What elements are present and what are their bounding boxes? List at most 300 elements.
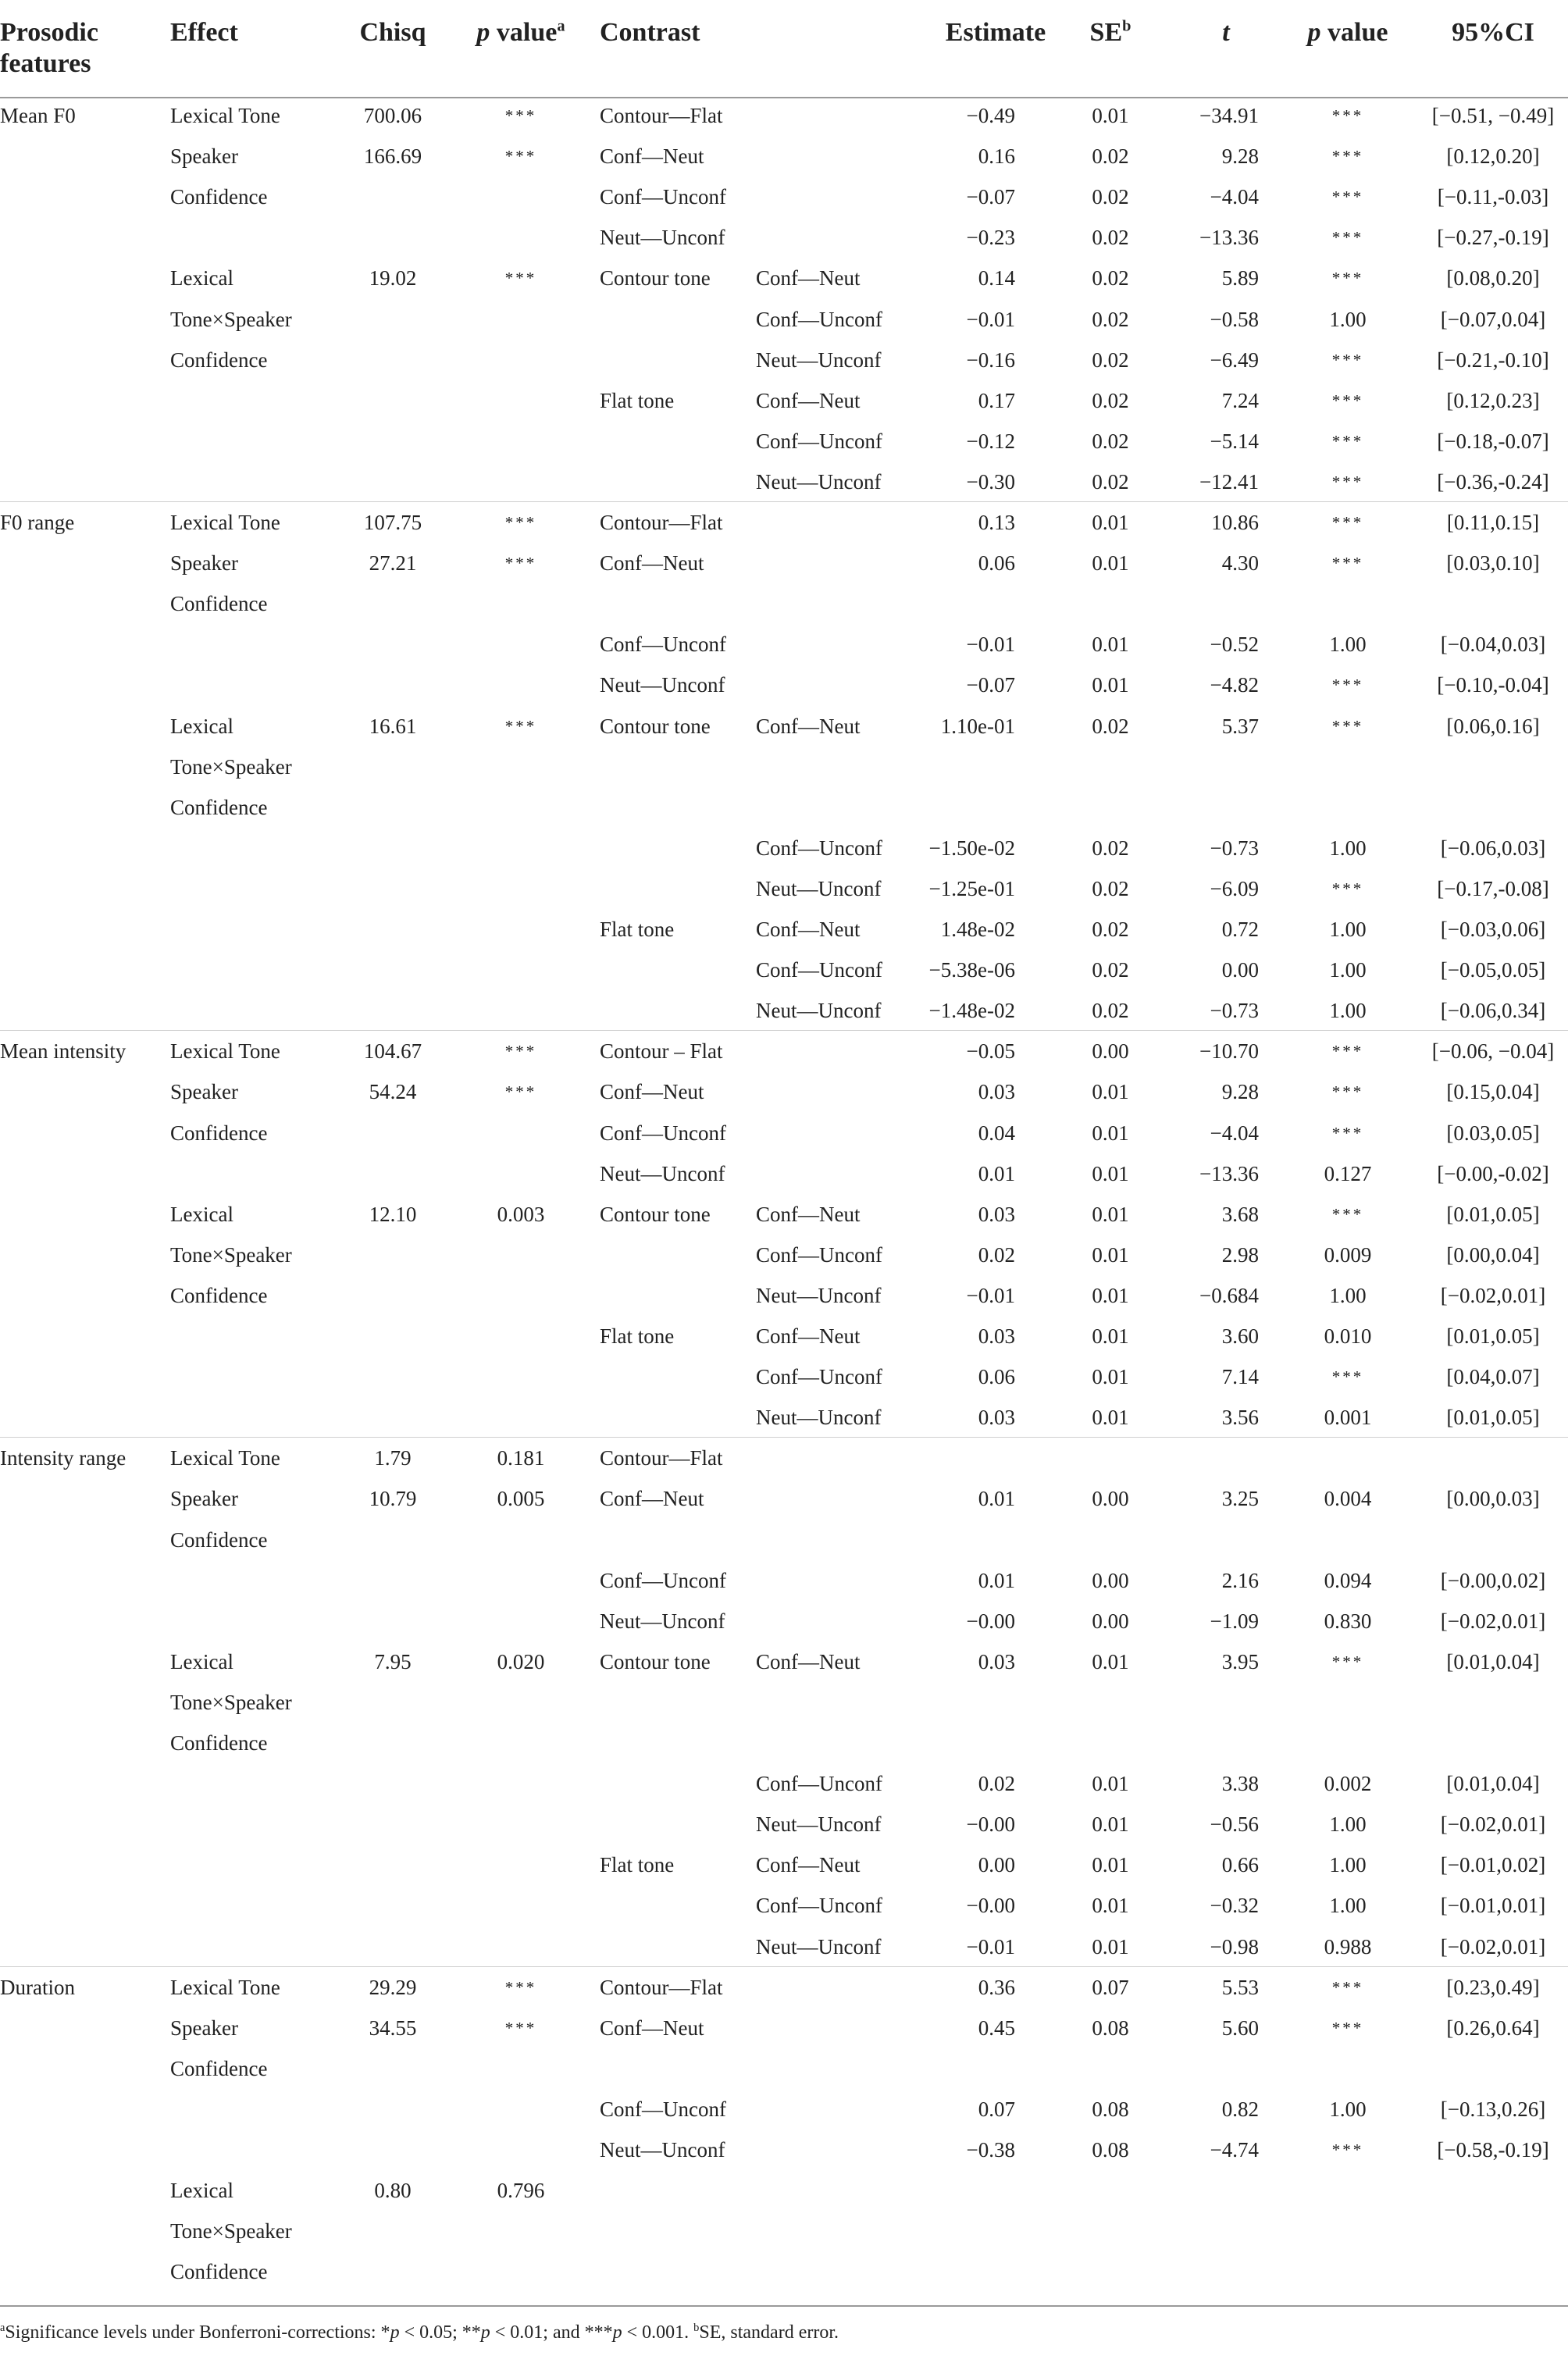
cell-pvalue: *** bbox=[1331, 675, 1364, 695]
cell-se: 0.08 bbox=[1092, 2097, 1129, 2121]
cell-sub-contrast: Conf—Neut bbox=[756, 714, 861, 738]
cell-t: −4.74 bbox=[1210, 2138, 1259, 2162]
header-contrast: Contrast bbox=[600, 18, 700, 47]
cell-t: 3.68 bbox=[1221, 1202, 1259, 1226]
cell-ci: [−0.05,0.05] bbox=[1440, 958, 1546, 982]
cell-se: 0.01 bbox=[1092, 1406, 1129, 1430]
cell-pvalue: 1.00 bbox=[1329, 1283, 1367, 1307]
cell-pvalue-a: *** bbox=[504, 1977, 537, 1997]
cell-t: 7.24 bbox=[1221, 388, 1259, 412]
cell-chisq: 104.67 bbox=[363, 1039, 422, 1064]
cell-ci: [−0.06, −0.04] bbox=[1431, 1039, 1555, 1064]
cell-estimate: 0.02 bbox=[978, 1772, 1015, 1796]
cell-sub-contrast: Conf—Unconf bbox=[756, 1772, 882, 1796]
cell-t: −0.56 bbox=[1210, 1812, 1259, 1837]
cell-effect: Confidence bbox=[170, 1121, 268, 1145]
cell-pvalue: 1.00 bbox=[1329, 958, 1367, 982]
cell-estimate: 0.03 bbox=[978, 1324, 1015, 1348]
cell-sub-contrast: Neut—Unconf bbox=[756, 1812, 882, 1837]
cell-ci: [0.12,0.20] bbox=[1446, 144, 1540, 169]
cell-contrast: Neut—Unconf bbox=[600, 1161, 725, 1185]
cell-se: 0.01 bbox=[1092, 1080, 1129, 1104]
cell-effect: Lexical bbox=[170, 2179, 233, 2203]
cell-se: 0.02 bbox=[1092, 469, 1129, 494]
cell-estimate: −0.30 bbox=[966, 469, 1015, 494]
cell-t: −13.36 bbox=[1199, 1161, 1259, 1185]
cell-sub-contrast: Conf—Neut bbox=[756, 1853, 861, 1877]
header-t-text: t bbox=[1222, 18, 1230, 47]
cell-effect: Tone×Speaker bbox=[170, 2219, 292, 2244]
cell-effect: Tone×Speaker bbox=[170, 307, 292, 331]
cell-effect: Confidence bbox=[170, 1731, 268, 1755]
cell-pvalue: 1.00 bbox=[1329, 918, 1367, 941]
footnote-b-sup: b bbox=[693, 2322, 700, 2334]
cell-ci: [0.01,0.05] bbox=[1446, 1324, 1540, 1348]
cell-chisq: 166.69 bbox=[363, 144, 422, 169]
cell-ci: [−0.17,-0.08] bbox=[1437, 876, 1549, 900]
cell-chisq: 27.21 bbox=[369, 551, 417, 576]
cell-pvalue: *** bbox=[1331, 513, 1364, 532]
cell-pvalue: 0.127 bbox=[1324, 1161, 1372, 1185]
cell-contrast: Contour—Flat bbox=[600, 511, 723, 534]
cell-pvalue: *** bbox=[1331, 269, 1364, 288]
header-se bbox=[1090, 17, 1131, 48]
cell-estimate: −0.12 bbox=[966, 429, 1015, 453]
cell-ci: [−0.06,0.34] bbox=[1440, 999, 1546, 1023]
cell-pvalue: *** bbox=[1331, 554, 1364, 573]
cell-se: 0.08 bbox=[1092, 2138, 1129, 2162]
cell-se: 0.02 bbox=[1092, 388, 1129, 412]
cell-ci: [−0.10,-0.04] bbox=[1437, 673, 1549, 697]
cell-effect: Lexical bbox=[170, 1649, 233, 1673]
cell-t: 3.60 bbox=[1221, 1324, 1259, 1348]
cell-sub-contrast: Conf—Unconf bbox=[756, 307, 882, 331]
header-effect: Effect bbox=[170, 18, 238, 47]
cell-t: 0.72 bbox=[1221, 918, 1259, 941]
cell-contrast: Flat tone bbox=[600, 1324, 675, 1348]
cell-ci: [−0.02,0.01] bbox=[1440, 1812, 1546, 1837]
cell-t: 0.66 bbox=[1221, 1853, 1259, 1877]
cell-pvalue-a: *** bbox=[504, 513, 537, 532]
cell-estimate: 0.36 bbox=[978, 1975, 1015, 1999]
cell-pvalue: *** bbox=[1331, 2018, 1364, 2037]
cell-pvalue: 0.094 bbox=[1324, 1568, 1372, 1592]
cell-pvalue-a: 0.003 bbox=[497, 1202, 545, 1226]
cell-estimate: −0.01 bbox=[966, 1934, 1015, 1958]
cell-contrast: Contour – Flat bbox=[600, 1039, 723, 1064]
cell-effect: Confidence bbox=[170, 1283, 268, 1307]
cell-t: −0.684 bbox=[1199, 1283, 1259, 1307]
cell-contrast: Conf—Neut bbox=[600, 2016, 704, 2040]
cell-estimate: −0.05 bbox=[966, 1039, 1015, 1064]
cell-chisq: 16.61 bbox=[369, 714, 417, 738]
cell-se: 0.02 bbox=[1092, 307, 1129, 331]
cell-estimate: −0.01 bbox=[966, 1283, 1015, 1307]
cell-contrast: Neut—Unconf bbox=[600, 2138, 725, 2162]
cell-estimate: −0.01 bbox=[966, 307, 1015, 331]
cell-t: −5.14 bbox=[1210, 429, 1259, 453]
cell-effect: Speaker bbox=[170, 144, 238, 169]
cell-se: 0.07 bbox=[1092, 1975, 1129, 1999]
cell-estimate: −0.00 bbox=[966, 1812, 1015, 1837]
cell-effect: Confidence bbox=[170, 1527, 268, 1552]
cell-se: 0.00 bbox=[1092, 1609, 1129, 1633]
cell-pvalue: 0.009 bbox=[1324, 1242, 1372, 1267]
cell-se: 0.01 bbox=[1092, 511, 1129, 534]
cell-pvalue-a: 0.181 bbox=[497, 1446, 545, 1470]
header-rule bbox=[0, 97, 1568, 98]
cell-t: 7.14 bbox=[1221, 1365, 1259, 1389]
cell-ci: [−0.13,0.26] bbox=[1440, 2097, 1546, 2121]
cell-sub-contrast: Conf—Unconf bbox=[756, 1365, 882, 1389]
cell-ci: [0.11,0.15] bbox=[1446, 511, 1540, 534]
cell-t: −6.49 bbox=[1210, 348, 1259, 372]
cell-contrast: Conf—Neut bbox=[600, 1487, 704, 1511]
footnote-b-text: SE, standard error. bbox=[699, 2322, 839, 2343]
cell-t: 5.37 bbox=[1221, 714, 1259, 738]
cell-effect: Lexical Tone bbox=[170, 1039, 280, 1064]
cell-estimate: 0.45 bbox=[978, 2016, 1015, 2040]
cell-se: 0.01 bbox=[1092, 1772, 1129, 1796]
cell-estimate: 0.17 bbox=[978, 388, 1015, 412]
cell-pvalue-a: *** bbox=[504, 147, 537, 166]
cell-se: 0.01 bbox=[1092, 1853, 1129, 1877]
cell-sub-contrast: Neut—Unconf bbox=[756, 999, 882, 1023]
cell-effect: Speaker bbox=[170, 1080, 238, 1104]
cell-pvalue: *** bbox=[1331, 716, 1364, 736]
cell-estimate: −0.49 bbox=[966, 104, 1015, 127]
cell-chisq: 29.29 bbox=[369, 1975, 417, 1999]
group-divider bbox=[0, 1030, 1568, 1031]
header-pvalue bbox=[1308, 17, 1388, 48]
cell-effect: Confidence bbox=[170, 348, 268, 372]
group-divider bbox=[0, 1437, 1568, 1438]
cell-chisq: 12.10 bbox=[369, 1202, 417, 1226]
cell-feature: F0 range bbox=[0, 511, 75, 534]
cell-estimate: 0.07 bbox=[978, 2097, 1015, 2121]
cell-estimate: 0.01 bbox=[978, 1487, 1015, 1511]
table-footnote bbox=[0, 2322, 839, 2343]
cell-contrast: Conf—Unconf bbox=[600, 2097, 726, 2121]
cell-pvalue: 1.00 bbox=[1329, 1894, 1367, 1918]
cell-t: 2.98 bbox=[1221, 1242, 1259, 1267]
cell-sub-contrast: Conf—Neut bbox=[756, 266, 861, 290]
cell-se: 0.01 bbox=[1092, 673, 1129, 697]
cell-estimate: −5.38e-06 bbox=[928, 958, 1015, 982]
cell-t: −1.09 bbox=[1210, 1609, 1259, 1633]
cell-se: 0.01 bbox=[1092, 633, 1129, 657]
cell-ci: [0.00,0.04] bbox=[1446, 1242, 1540, 1267]
cell-chisq: 1.79 bbox=[374, 1446, 412, 1470]
cell-ci: [−0.36,-0.24] bbox=[1437, 469, 1549, 494]
cell-t: 3.38 bbox=[1221, 1772, 1259, 1796]
cell-estimate: −0.07 bbox=[966, 673, 1015, 697]
cell-t: 2.16 bbox=[1221, 1568, 1259, 1592]
cell-contrast: Flat tone bbox=[600, 1853, 675, 1877]
cell-t: −34.91 bbox=[1199, 104, 1259, 127]
cell-pvalue: 1.00 bbox=[1329, 1812, 1367, 1837]
cell-ci: [0.04,0.07] bbox=[1446, 1365, 1540, 1389]
cell-ci: [−0.58,-0.19] bbox=[1437, 2138, 1549, 2162]
cell-pvalue-a: 0.005 bbox=[497, 1487, 545, 1511]
cell-pvalue: 1.00 bbox=[1329, 2097, 1367, 2121]
cell-ci: [−0.00,-0.02] bbox=[1437, 1161, 1549, 1185]
cell-t: 0.00 bbox=[1221, 958, 1259, 982]
bottom-rule bbox=[0, 2305, 1568, 2307]
header-feature-line1: Prosodic bbox=[0, 18, 98, 47]
cell-effect: Lexical bbox=[170, 714, 233, 738]
cell-ci: [−0.00,0.02] bbox=[1440, 1568, 1546, 1592]
footnote-a-text-4: < 0.001. bbox=[622, 2322, 694, 2343]
header-pvalue-a-sup: a bbox=[557, 17, 565, 35]
cell-estimate: 1.48e-02 bbox=[940, 918, 1015, 941]
cell-contrast: Conf—Unconf bbox=[600, 185, 726, 209]
cell-estimate: 0.02 bbox=[978, 1242, 1015, 1267]
cell-pvalue: *** bbox=[1331, 1042, 1364, 1061]
footnote-a-text-3: < 0.01; and *** bbox=[490, 2322, 613, 2343]
cell-pvalue-a: *** bbox=[504, 1082, 537, 1102]
group-divider bbox=[0, 501, 1568, 502]
header-t bbox=[1222, 17, 1229, 48]
cell-sub-contrast: Conf—Unconf bbox=[756, 429, 882, 453]
cell-chisq: 0.80 bbox=[374, 2179, 412, 2203]
cell-ci: [−0.02,0.01] bbox=[1440, 1283, 1546, 1307]
cell-ci: [0.12,0.23] bbox=[1446, 388, 1540, 412]
cell-ci: [0.06,0.16] bbox=[1446, 714, 1540, 738]
cell-se: 0.00 bbox=[1092, 1487, 1129, 1511]
header-chisq: Chisq bbox=[359, 18, 426, 47]
cell-ci: [0.01,0.04] bbox=[1446, 1772, 1540, 1796]
cell-effect: Tone×Speaker bbox=[170, 1242, 292, 1267]
cell-contrast: Flat tone bbox=[600, 918, 675, 941]
cell-sub-contrast: Conf—Neut bbox=[756, 388, 861, 412]
cell-estimate: 0.13 bbox=[978, 511, 1015, 534]
cell-t: 3.25 bbox=[1221, 1487, 1259, 1511]
cell-ci: [0.15,0.04] bbox=[1446, 1080, 1540, 1104]
footnote-a-text-1: Significance levels under Bonferroni-corrections: * bbox=[5, 2322, 390, 2343]
cell-se: 0.01 bbox=[1092, 1812, 1129, 1837]
cell-pvalue: *** bbox=[1331, 187, 1364, 207]
cell-pvalue: *** bbox=[1331, 390, 1364, 410]
header-prosodic-features bbox=[0, 17, 98, 80]
cell-estimate: −1.25e-01 bbox=[928, 876, 1015, 900]
cell-se: 0.00 bbox=[1092, 1039, 1129, 1064]
cell-t: 5.60 bbox=[1221, 2016, 1259, 2040]
cell-t: −0.73 bbox=[1210, 999, 1259, 1023]
cell-pvalue: *** bbox=[1331, 1123, 1364, 1142]
cell-feature: Mean intensity bbox=[0, 1039, 127, 1064]
cell-pvalue: 1.00 bbox=[1329, 836, 1367, 860]
cell-effect: Speaker bbox=[170, 551, 238, 576]
cell-estimate: 0.00 bbox=[978, 1853, 1015, 1877]
cell-estimate: 0.14 bbox=[978, 266, 1015, 290]
cell-sub-contrast: Conf—Unconf bbox=[756, 958, 882, 982]
cell-pvalue: 1.00 bbox=[1329, 999, 1367, 1023]
cell-estimate: −0.16 bbox=[966, 348, 1015, 372]
cell-pvalue: *** bbox=[1331, 472, 1364, 491]
header-estimate: Estimate bbox=[945, 18, 1046, 47]
cell-ci: [0.23,0.49] bbox=[1446, 1975, 1540, 1999]
header-pvalue-p: p bbox=[1307, 18, 1321, 47]
footnote-p3: p bbox=[612, 2322, 622, 2343]
cell-effect: Confidence bbox=[170, 2056, 268, 2080]
cell-effect: Lexical Tone bbox=[170, 1975, 280, 1999]
cell-estimate: 0.03 bbox=[978, 1649, 1015, 1673]
cell-t: −0.73 bbox=[1210, 836, 1259, 860]
header-se-text: SE bbox=[1089, 18, 1123, 47]
cell-estimate: 0.06 bbox=[978, 551, 1015, 576]
cell-se: 0.02 bbox=[1092, 714, 1129, 738]
cell-pvalue: *** bbox=[1331, 1652, 1364, 1671]
cell-estimate: 1.10e-01 bbox=[940, 714, 1015, 738]
cell-ci: [−0.06,0.03] bbox=[1440, 836, 1546, 860]
cell-sub-contrast: Neut—Unconf bbox=[756, 469, 882, 494]
footnote-a-sup: a bbox=[0, 2322, 5, 2334]
cell-feature: Duration bbox=[0, 1975, 75, 1999]
cell-pvalue-a: *** bbox=[504, 554, 537, 573]
cell-effect: Confidence bbox=[170, 2260, 268, 2284]
cell-se: 0.01 bbox=[1092, 551, 1129, 576]
cell-chisq: 107.75 bbox=[363, 511, 422, 534]
cell-t: 9.28 bbox=[1221, 144, 1259, 169]
cell-pvalue-a: *** bbox=[504, 2018, 537, 2037]
cell-contrast: Contour tone bbox=[600, 1202, 711, 1226]
cell-contrast: Flat tone bbox=[600, 388, 675, 412]
cell-sub-contrast: Conf—Neut bbox=[756, 1649, 861, 1673]
cell-feature: Intensity range bbox=[0, 1446, 127, 1470]
cell-effect: Lexical Tone bbox=[170, 511, 280, 534]
cell-se: 0.01 bbox=[1092, 1121, 1129, 1145]
cell-sub-contrast: Neut—Unconf bbox=[756, 1934, 882, 1958]
cell-t: −4.04 bbox=[1210, 185, 1259, 209]
cell-contrast: Contour—Flat bbox=[600, 104, 723, 127]
cell-feature: Mean F0 bbox=[0, 104, 76, 127]
cell-chisq: 34.55 bbox=[369, 2016, 417, 2040]
cell-pvalue: 0.002 bbox=[1324, 1772, 1372, 1796]
cell-effect: Speaker bbox=[170, 2016, 238, 2040]
cell-contrast: Contour tone bbox=[600, 266, 711, 290]
cell-contrast: Contour tone bbox=[600, 714, 711, 738]
cell-se: 0.02 bbox=[1092, 348, 1129, 372]
cell-chisq: 19.02 bbox=[369, 266, 417, 290]
cell-se: 0.08 bbox=[1092, 2016, 1129, 2040]
cell-t: 9.28 bbox=[1221, 1080, 1259, 1104]
cell-contrast: Contour—Flat bbox=[600, 1446, 723, 1470]
cell-pvalue: *** bbox=[1331, 1204, 1364, 1224]
cell-se: 0.02 bbox=[1092, 429, 1129, 453]
cell-se: 0.02 bbox=[1092, 836, 1129, 860]
cell-sub-contrast: Conf—Unconf bbox=[756, 836, 882, 860]
cell-ci: [−0.04,0.03] bbox=[1440, 633, 1546, 657]
cell-ci: [−0.07,0.04] bbox=[1440, 307, 1546, 331]
cell-pvalue: *** bbox=[1331, 1977, 1364, 1997]
cell-sub-contrast: Conf—Neut bbox=[756, 1324, 861, 1348]
header-pvalue-a-p: p bbox=[476, 18, 490, 47]
cell-effect: Lexical bbox=[170, 1202, 233, 1226]
cell-ci: [0.03,0.05] bbox=[1446, 1121, 1540, 1145]
cell-se: 0.00 bbox=[1092, 1568, 1129, 1592]
cell-contrast: Conf—Unconf bbox=[600, 1568, 726, 1592]
cell-t: 5.89 bbox=[1221, 266, 1259, 290]
cell-estimate: −0.07 bbox=[966, 185, 1015, 209]
cell-se: 0.02 bbox=[1092, 266, 1129, 290]
cell-sub-contrast: Neut—Unconf bbox=[756, 1283, 882, 1307]
cell-chisq: 7.95 bbox=[374, 1649, 412, 1673]
cell-t: −0.52 bbox=[1210, 633, 1259, 657]
cell-effect: Speaker bbox=[170, 1487, 238, 1511]
cell-estimate: 0.01 bbox=[978, 1161, 1015, 1185]
cell-pvalue: 1.00 bbox=[1329, 307, 1367, 331]
cell-se: 0.01 bbox=[1092, 1649, 1129, 1673]
cell-pvalue: 0.010 bbox=[1324, 1324, 1372, 1348]
cell-t: 10.86 bbox=[1211, 511, 1259, 534]
cell-ci: [0.01,0.05] bbox=[1446, 1406, 1540, 1430]
cell-t: −0.98 bbox=[1210, 1934, 1259, 1958]
cell-t: −4.82 bbox=[1210, 673, 1259, 697]
cell-contrast: Conf—Neut bbox=[600, 1080, 704, 1104]
cell-effect: Lexical Tone bbox=[170, 1446, 280, 1470]
cell-se: 0.01 bbox=[1092, 1283, 1129, 1307]
cell-sub-contrast: Neut—Unconf bbox=[756, 876, 882, 900]
cell-ci: [−0.01,0.02] bbox=[1440, 1853, 1546, 1877]
cell-pvalue: 1.00 bbox=[1329, 1853, 1367, 1877]
cell-pvalue-a: *** bbox=[504, 106, 537, 125]
cell-effect: Tone×Speaker bbox=[170, 1690, 292, 1714]
cell-ci: [−0.51, −0.49] bbox=[1431, 104, 1555, 127]
cell-se: 0.01 bbox=[1092, 1894, 1129, 1918]
cell-contrast: Contour—Flat bbox=[600, 1975, 723, 1999]
cell-ci: [−0.02,0.01] bbox=[1440, 1609, 1546, 1633]
cell-t: 5.53 bbox=[1221, 1975, 1259, 1999]
cell-ci: [−0.18,-0.07] bbox=[1437, 429, 1549, 453]
cell-t: 4.30 bbox=[1221, 551, 1259, 576]
cell-pvalue: 0.001 bbox=[1324, 1406, 1372, 1430]
cell-ci: [−0.01,0.01] bbox=[1440, 1894, 1546, 1918]
cell-ci: [0.08,0.20] bbox=[1446, 266, 1540, 290]
cell-estimate: 0.01 bbox=[978, 1568, 1015, 1592]
header-pvalue-a bbox=[476, 17, 565, 48]
header-pvalue-text: value bbox=[1320, 18, 1388, 47]
cell-pvalue-a: *** bbox=[504, 716, 537, 736]
cell-pvalue-a: 0.796 bbox=[497, 2179, 545, 2203]
cell-estimate: −0.00 bbox=[966, 1894, 1015, 1918]
cell-pvalue-a: *** bbox=[504, 1042, 537, 1061]
cell-ci: [−0.02,0.01] bbox=[1440, 1934, 1546, 1958]
cell-contrast: Conf—Neut bbox=[600, 551, 704, 576]
cell-pvalue: 1.00 bbox=[1329, 633, 1367, 657]
cell-estimate: 0.03 bbox=[978, 1080, 1015, 1104]
cell-sub-contrast: Neut—Unconf bbox=[756, 348, 882, 372]
cell-pvalue: 0.004 bbox=[1324, 1487, 1372, 1511]
cell-contrast: Neut—Unconf bbox=[600, 1609, 725, 1633]
cell-se: 0.02 bbox=[1092, 226, 1129, 250]
header-pvalue-a-text: value bbox=[490, 18, 558, 47]
cell-contrast: Neut—Unconf bbox=[600, 226, 725, 250]
cell-pvalue: *** bbox=[1331, 2140, 1364, 2159]
cell-ci: [−0.11,-0.03] bbox=[1437, 185, 1549, 209]
footnote-a-text-2: < 0.05; ** bbox=[399, 2322, 481, 2343]
cell-estimate: −1.50e-02 bbox=[928, 836, 1015, 860]
cell-t: 3.95 bbox=[1221, 1649, 1259, 1673]
cell-estimate: −0.00 bbox=[966, 1609, 1015, 1633]
cell-pvalue: *** bbox=[1331, 879, 1364, 898]
cell-contrast: Neut—Unconf bbox=[600, 673, 725, 697]
cell-estimate: 0.16 bbox=[978, 144, 1015, 169]
cell-se: 0.02 bbox=[1092, 876, 1129, 900]
cell-pvalue: *** bbox=[1331, 1367, 1364, 1387]
cell-se: 0.02 bbox=[1092, 144, 1129, 169]
cell-ci: [0.01,0.04] bbox=[1446, 1649, 1540, 1673]
